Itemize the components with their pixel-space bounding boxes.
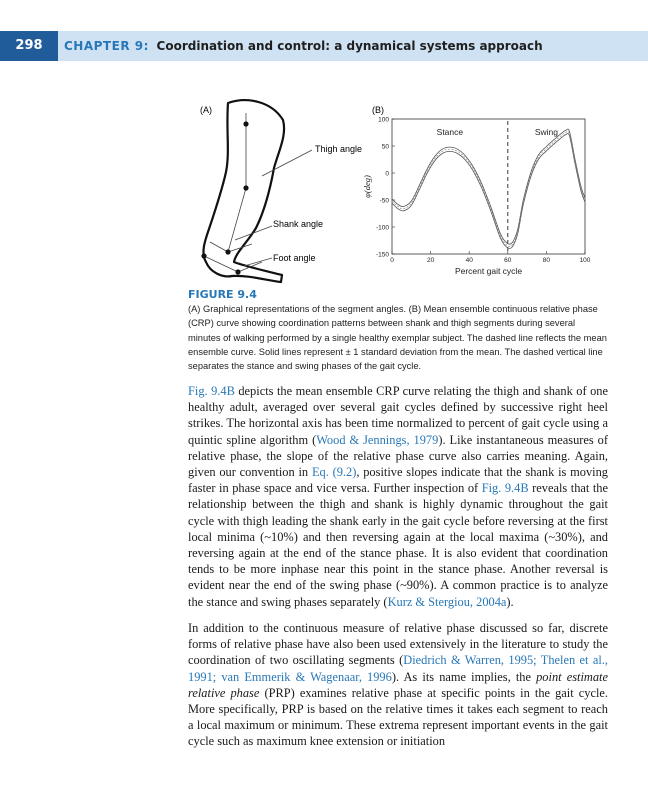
x-tick-label: 80 [542, 257, 551, 264]
y-tick-label: 100 [378, 116, 389, 124]
x-axis-label: Percent gait cycle [454, 266, 523, 276]
knee-marker [243, 185, 248, 190]
reference-link[interactable]: Eq. (9.2) [311, 465, 357, 480]
body-text-run: In addition to the continuous measure of relative phase discussed so far, discrete forms of relative phase have also been used extensively in the literature to study the coordination of two oscillating segments ( [188, 621, 608, 668]
y-tick-label: -150 [375, 251, 389, 259]
leg-drawing [203, 100, 284, 282]
heel-marker [201, 253, 206, 258]
body-text-run: ). [506, 594, 514, 609]
shank-angle-label: Shank angle [273, 219, 324, 229]
crp-chart [362, 117, 591, 277]
reference-link[interactable]: Fig. 9.4B [481, 481, 529, 496]
x-tick-label: 40 [465, 257, 473, 264]
x-tick-label: 0 [390, 257, 394, 264]
body-text-run: ). As its name implies, the [391, 669, 537, 684]
y-tick-label: -100 [375, 224, 389, 232]
body-text-run: , positive slopes indicate that the shank is moving faster in phase space and vice versa. Further inspection of [188, 465, 608, 496]
joint-markers [201, 121, 248, 274]
y-tick-label: 0 [385, 170, 389, 178]
figure-caption: (A) Graphical representations of the segment angles. (B) Mean ensemble continuous relative phase (CRP) curve showing coordination patterns between shank and thigh segments during several minutes of walking performed by a single healthy exemplar subject. The dashed line reflects the mean ensemble curve. Solid lines represent ± 1 standard deviation from the mean. The dashed vertical line separates the stance and swing phases of the gait cycle. [188, 304, 607, 372]
reference-link[interactable]: Fig. 9.4B [188, 384, 235, 398]
body-paragraph-1 [188, 383, 608, 610]
chapter-title: Coordination and control: a dynamical systems approach [156, 39, 543, 53]
reference-link[interactable]: Diedrich & Warren, 1995; Thelen et al., 1991; van Emmerik & Wagenaar, 1996 [188, 653, 608, 684]
x-tick-label: 60 [504, 257, 512, 264]
mean-curve [392, 131, 585, 246]
body-text-run: depicts the mean ensemble CRP curve relating the thigh and shank of one healthy adult, averaged over several gait cycles defined by successive right heel strikes. The horizontal axis has been time normalized to percent of gait cycle using a quintic spline algorithm ( [188, 384, 608, 447]
body-text-run: (PRP) examines relative phase at specific points in the gait cycle. More specifically, PRP is based on the relative times it takes each segment to reach a local maximum or minimum. These extrema represent important events in the gait cycle such as maximum knee extension or initiation [188, 685, 608, 749]
swing-label: Swing [534, 127, 558, 137]
y-tick-label: -50 [379, 197, 389, 205]
toe-marker [235, 269, 240, 274]
emphasis-term: point estimate relative phase [188, 669, 608, 700]
body-paragraph-2 [188, 620, 608, 750]
panel-b-label: (B) [372, 105, 384, 115]
sd-lower-line [392, 133, 585, 248]
page-number: 298 [0, 31, 58, 61]
figure-label: FIGURE 9.4 [188, 288, 257, 301]
x-tick-label: 100 [579, 257, 591, 264]
chapter-number: CHAPTER 9: [64, 39, 149, 53]
reference-link[interactable]: Wood & Jennings, 1979 [316, 432, 439, 447]
body-text-run: ). Like instantaneous measures of relative phase, the slope of the relative phase curve also carries meaning. Again, given our convention in [188, 432, 609, 480]
stance-label: Stance [436, 127, 464, 137]
thigh-angle-label: Thigh angle [315, 144, 363, 154]
y-tick-label: 50 [381, 143, 389, 151]
panel-a-label: (A) [200, 105, 212, 115]
foot-angle-label: Foot angle [273, 253, 316, 263]
y-axis-label: φ(deg) [362, 175, 372, 198]
x-tick-label: 20 [426, 257, 435, 264]
hip-marker [243, 121, 248, 126]
ankle-marker [225, 249, 230, 254]
reference-link[interactable]: Kurz & Stergiou, 2004a [387, 594, 507, 609]
body-text-run: reveals that the relationship between the thigh and shank is highly dynamic throughout the gait cycle with thigh leading the shank early in the gait cycle before reversing at the first local minima (~10%) and then reversing again at the local maxima (~30%), and reversing again at the end of the stance phase. It is also evident that coordination tends to be more inphase near this point in the stance phase. Another reversal is evident near the end of the swing phase (~90%). A common practice is to analyze the stance and swing phases separately ( [188, 481, 609, 609]
